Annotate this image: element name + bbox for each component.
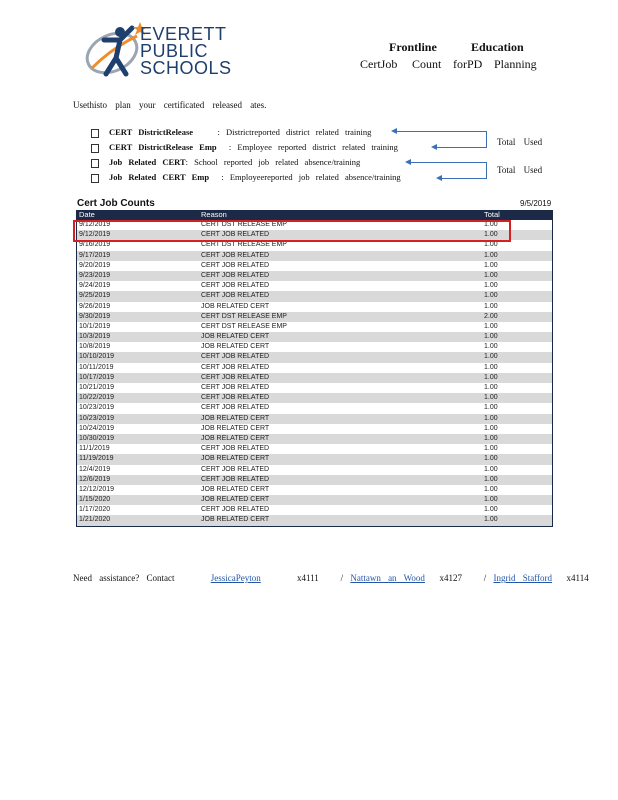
logo-text: [140, 26, 232, 77]
cell-total: 1.00: [484, 333, 498, 341]
cell-reason: CERT JOB RELATED: [201, 465, 270, 473]
cell-total: 1.00: [484, 322, 498, 330]
cert-job-counts-table: [76, 210, 553, 527]
definition-item: [91, 157, 360, 168]
bullet-box-icon: [91, 144, 99, 153]
cell-total: 1.00: [484, 445, 498, 453]
cell-date: 1/17/2020: [79, 506, 111, 514]
table-date: 9/5/2019: [520, 199, 552, 208]
header-forpd: forPD: [453, 57, 483, 71]
cell-total: 1.00: [484, 282, 498, 290]
cell-date: 9/24/2019: [79, 282, 111, 290]
cell-reason: CERT JOB RELATED: [201, 384, 270, 391]
cell-total: 1.00: [484, 516, 498, 524]
contact-link-wood[interactable]: Nattawn an Wood: [350, 573, 425, 583]
table-row: [77, 251, 552, 261]
cell-reason: CERT JOB RELATED: [201, 373, 270, 381]
header-reason: Reason: [201, 210, 227, 219]
table-row: [77, 454, 552, 464]
definition-term: Job Related CERT: [109, 157, 186, 167]
cell-date: 10/23/2019: [79, 404, 115, 412]
table-row: [77, 393, 552, 403]
logo-line-1: EVERETT: [140, 24, 227, 44]
cell-date: 10/24/2019: [79, 424, 115, 432]
cell-total: 1.00: [484, 271, 498, 279]
table-row: [77, 414, 552, 424]
cell-total: 1.00: [484, 465, 498, 473]
cell-total: 2.00: [484, 312, 498, 320]
table-row: [77, 332, 552, 342]
contact-ext: x4111: [296, 573, 319, 583]
cell-reason: CERT JOB RELATED: [201, 271, 270, 279]
cell-date: 11/19/2019: [79, 455, 114, 463]
table-row: [77, 505, 552, 515]
cell-total: 1.00: [484, 302, 498, 310]
bracket-line: [486, 131, 487, 148]
table-row: [77, 291, 552, 301]
cell-date: 10/11/2019: [79, 363, 114, 371]
bullet-box-icon: [91, 159, 99, 168]
arrow-left-icon: [396, 131, 486, 132]
cell-date: 11/1/2019: [79, 445, 110, 453]
table-row: [77, 434, 552, 444]
cell-reason: CERT JOB RELATED: [201, 282, 270, 290]
cell-reason: JOB RELATED CERT: [201, 302, 270, 310]
cell-date: 9/17/2019: [79, 251, 111, 259]
cell-date: 9/30/2019: [79, 312, 111, 320]
contact-ext: x4114: [566, 573, 589, 583]
table-row: [77, 495, 552, 505]
cell-total: 1.00: [484, 404, 498, 412]
definition-term: CERT DistrictRelease: [109, 127, 194, 137]
table-row: [77, 312, 552, 322]
definition-text: : Employee reported district related training: [228, 142, 398, 152]
cell-reason: CERT DST RELEASE EMP: [201, 221, 287, 228]
table-row: [77, 322, 552, 332]
cell-date: 9/12/2019: [79, 231, 111, 239]
cell-date: 12/12/2019: [79, 485, 115, 493]
cell-reason: CERT JOB RELATED: [201, 475, 270, 483]
arrow-left-icon: [436, 147, 486, 148]
cell-total: 1.00: [484, 241, 498, 249]
logo-line-3: SCHOOLS: [140, 58, 232, 78]
table-row: [77, 444, 552, 454]
cell-total: 1.00: [484, 485, 498, 493]
cell-reason: CERT JOB RELATED: [201, 353, 270, 361]
definition-text: : Districtreported district related training: [217, 127, 372, 137]
intro-text: Usethisto plan your certificated released ates.: [73, 100, 267, 110]
cell-date: 10/21/2019: [79, 384, 115, 391]
header-count: Count: [412, 57, 442, 71]
cell-total: 1.00: [484, 414, 498, 422]
cell-reason: JOB RELATED CERT: [201, 516, 270, 524]
cell-total: 1.00: [484, 394, 498, 402]
cell-total: 1.00: [484, 506, 498, 514]
cell-total: 1.00: [484, 496, 498, 504]
cell-total: 1.00: [484, 363, 498, 371]
cell-date: 12/6/2019: [79, 475, 111, 483]
cell-total: 1.00: [484, 231, 498, 239]
total-used-label: Total Used: [497, 165, 543, 175]
table-row: [77, 261, 552, 271]
cell-date: 10/23/2019: [79, 414, 115, 422]
cell-date: 10/17/2019: [79, 373, 115, 381]
cell-date: 10/10/2019: [79, 353, 115, 361]
definition-text: : Employeereported job related absence/training: [221, 172, 401, 182]
table-row: [77, 302, 552, 312]
cell-date: 9/20/2019: [79, 261, 111, 269]
cell-date: 9/12/2019: [79, 221, 111, 228]
contact-ext: x4127: [439, 573, 462, 583]
header-date: Date: [79, 210, 95, 219]
definition-item: [91, 127, 371, 138]
cell-total: 1.00: [484, 221, 498, 228]
table-row: [77, 383, 552, 393]
cell-total: 1.00: [484, 475, 498, 483]
table-row: [77, 515, 552, 525]
cell-total: 1.00: [484, 261, 498, 269]
cell-total: 1.00: [484, 353, 498, 361]
cell-total: 1.00: [484, 373, 498, 381]
cell-reason: CERT JOB RELATED: [201, 394, 270, 402]
header-total: Total: [484, 210, 500, 219]
table-row: [77, 281, 552, 291]
cell-date: 9/16/2019: [79, 241, 111, 249]
cell-total: 1.00: [484, 251, 498, 259]
cell-reason: CERT JOB RELATED: [201, 251, 270, 259]
cell-total: 1.00: [484, 384, 498, 391]
cell-date: 9/25/2019: [79, 292, 111, 300]
cell-reason: CERT JOB RELATED: [201, 445, 270, 453]
cell-date: 1/21/2020: [79, 516, 111, 524]
cell-total: 1.00: [484, 292, 498, 300]
cell-reason: CERT DST RELEASE EMP: [201, 312, 287, 320]
table-row: [77, 271, 552, 281]
cell-date: 9/23/2019: [79, 271, 111, 279]
cell-date: 1/15/2020: [79, 496, 111, 504]
separator: /: [483, 573, 487, 583]
table-title: Cert Job Counts: [77, 198, 155, 209]
cell-date: 12/4/2019: [79, 465, 111, 473]
definition-text: : School reported job related absence/training: [185, 157, 361, 167]
cell-reason: CERT JOB RELATED: [201, 506, 270, 514]
highlight-box: [73, 220, 511, 242]
cell-date: 9/26/2019: [79, 302, 111, 310]
table-row: [77, 363, 552, 373]
cell-reason: JOB RELATED CERT: [201, 343, 270, 351]
table-row: [77, 475, 552, 485]
cell-date: 10/30/2019: [79, 434, 115, 442]
cell-reason: JOB RELATED CERT: [201, 424, 270, 432]
footer-prefix: Need assistance? Contact: [73, 573, 175, 583]
cell-date: 10/1/2019: [79, 322, 111, 330]
definition-term: CERT DistrictRelease Emp: [109, 142, 217, 152]
header-certjob: CertJob: [360, 57, 398, 71]
table-header: [77, 211, 552, 220]
cell-total: 1.00: [484, 424, 498, 432]
cell-total: 1.00: [484, 434, 498, 442]
cell-reason: CERT JOB RELATED: [201, 231, 270, 239]
table-row: [77, 342, 552, 352]
cell-reason: JOB RELATED CERT: [201, 496, 270, 504]
cell-date: 10/22/2019: [79, 394, 115, 402]
cell-reason: JOB RELATED CERT: [201, 414, 270, 422]
cell-reason: CERT DST RELEASE EMP: [201, 241, 287, 249]
cell-date: 10/8/2019: [79, 343, 111, 351]
table-row: [77, 424, 552, 434]
header-planning: Planning: [494, 57, 537, 71]
cell-reason: CERT JOB RELATED: [201, 292, 270, 300]
cell-total: 1.00: [484, 455, 498, 463]
cell-reason: JOB RELATED CERT: [201, 333, 270, 341]
table-row: [77, 485, 552, 495]
arrow-left-icon: [441, 178, 486, 179]
bracket-line: [486, 162, 487, 179]
logo-line-2: PUBLIC: [140, 41, 209, 61]
footer-assistance: [73, 573, 589, 583]
cell-reason: JOB RELATED CERT: [201, 485, 270, 493]
contact-link-jessica[interactable]: JessicaPeyton: [210, 573, 261, 583]
separator: /: [340, 573, 344, 583]
header-education: Education: [471, 40, 524, 54]
definition-item: [91, 142, 398, 153]
table-row: [77, 465, 552, 475]
header-frontline: Frontline: [389, 40, 437, 54]
cell-date: 10/3/2019: [79, 333, 111, 341]
definition-item: [91, 172, 401, 183]
contact-link-stafford[interactable]: Ingrid Stafford: [493, 573, 553, 583]
cell-total: 1.00: [484, 343, 498, 351]
table-row: [77, 403, 552, 413]
table-row: [77, 352, 552, 362]
definition-term: Job Related CERT Emp: [109, 172, 210, 182]
bullet-box-icon: [91, 174, 99, 183]
cell-reason: JOB RELATED CERT: [201, 455, 270, 463]
table-row: [77, 373, 552, 383]
total-used-label: Total Used: [497, 137, 543, 147]
cell-reason: JOB RELATED CERT: [201, 434, 270, 442]
cell-reason: CERT JOB RELATED: [201, 363, 270, 371]
arrow-left-icon: [410, 162, 486, 163]
cell-reason: CERT JOB RELATED: [201, 404, 270, 412]
table-body: [77, 220, 552, 526]
bullet-box-icon: [91, 129, 99, 138]
cell-reason: CERT DST RELEASE EMP: [201, 322, 287, 330]
cell-reason: CERT JOB RELATED: [201, 261, 270, 269]
